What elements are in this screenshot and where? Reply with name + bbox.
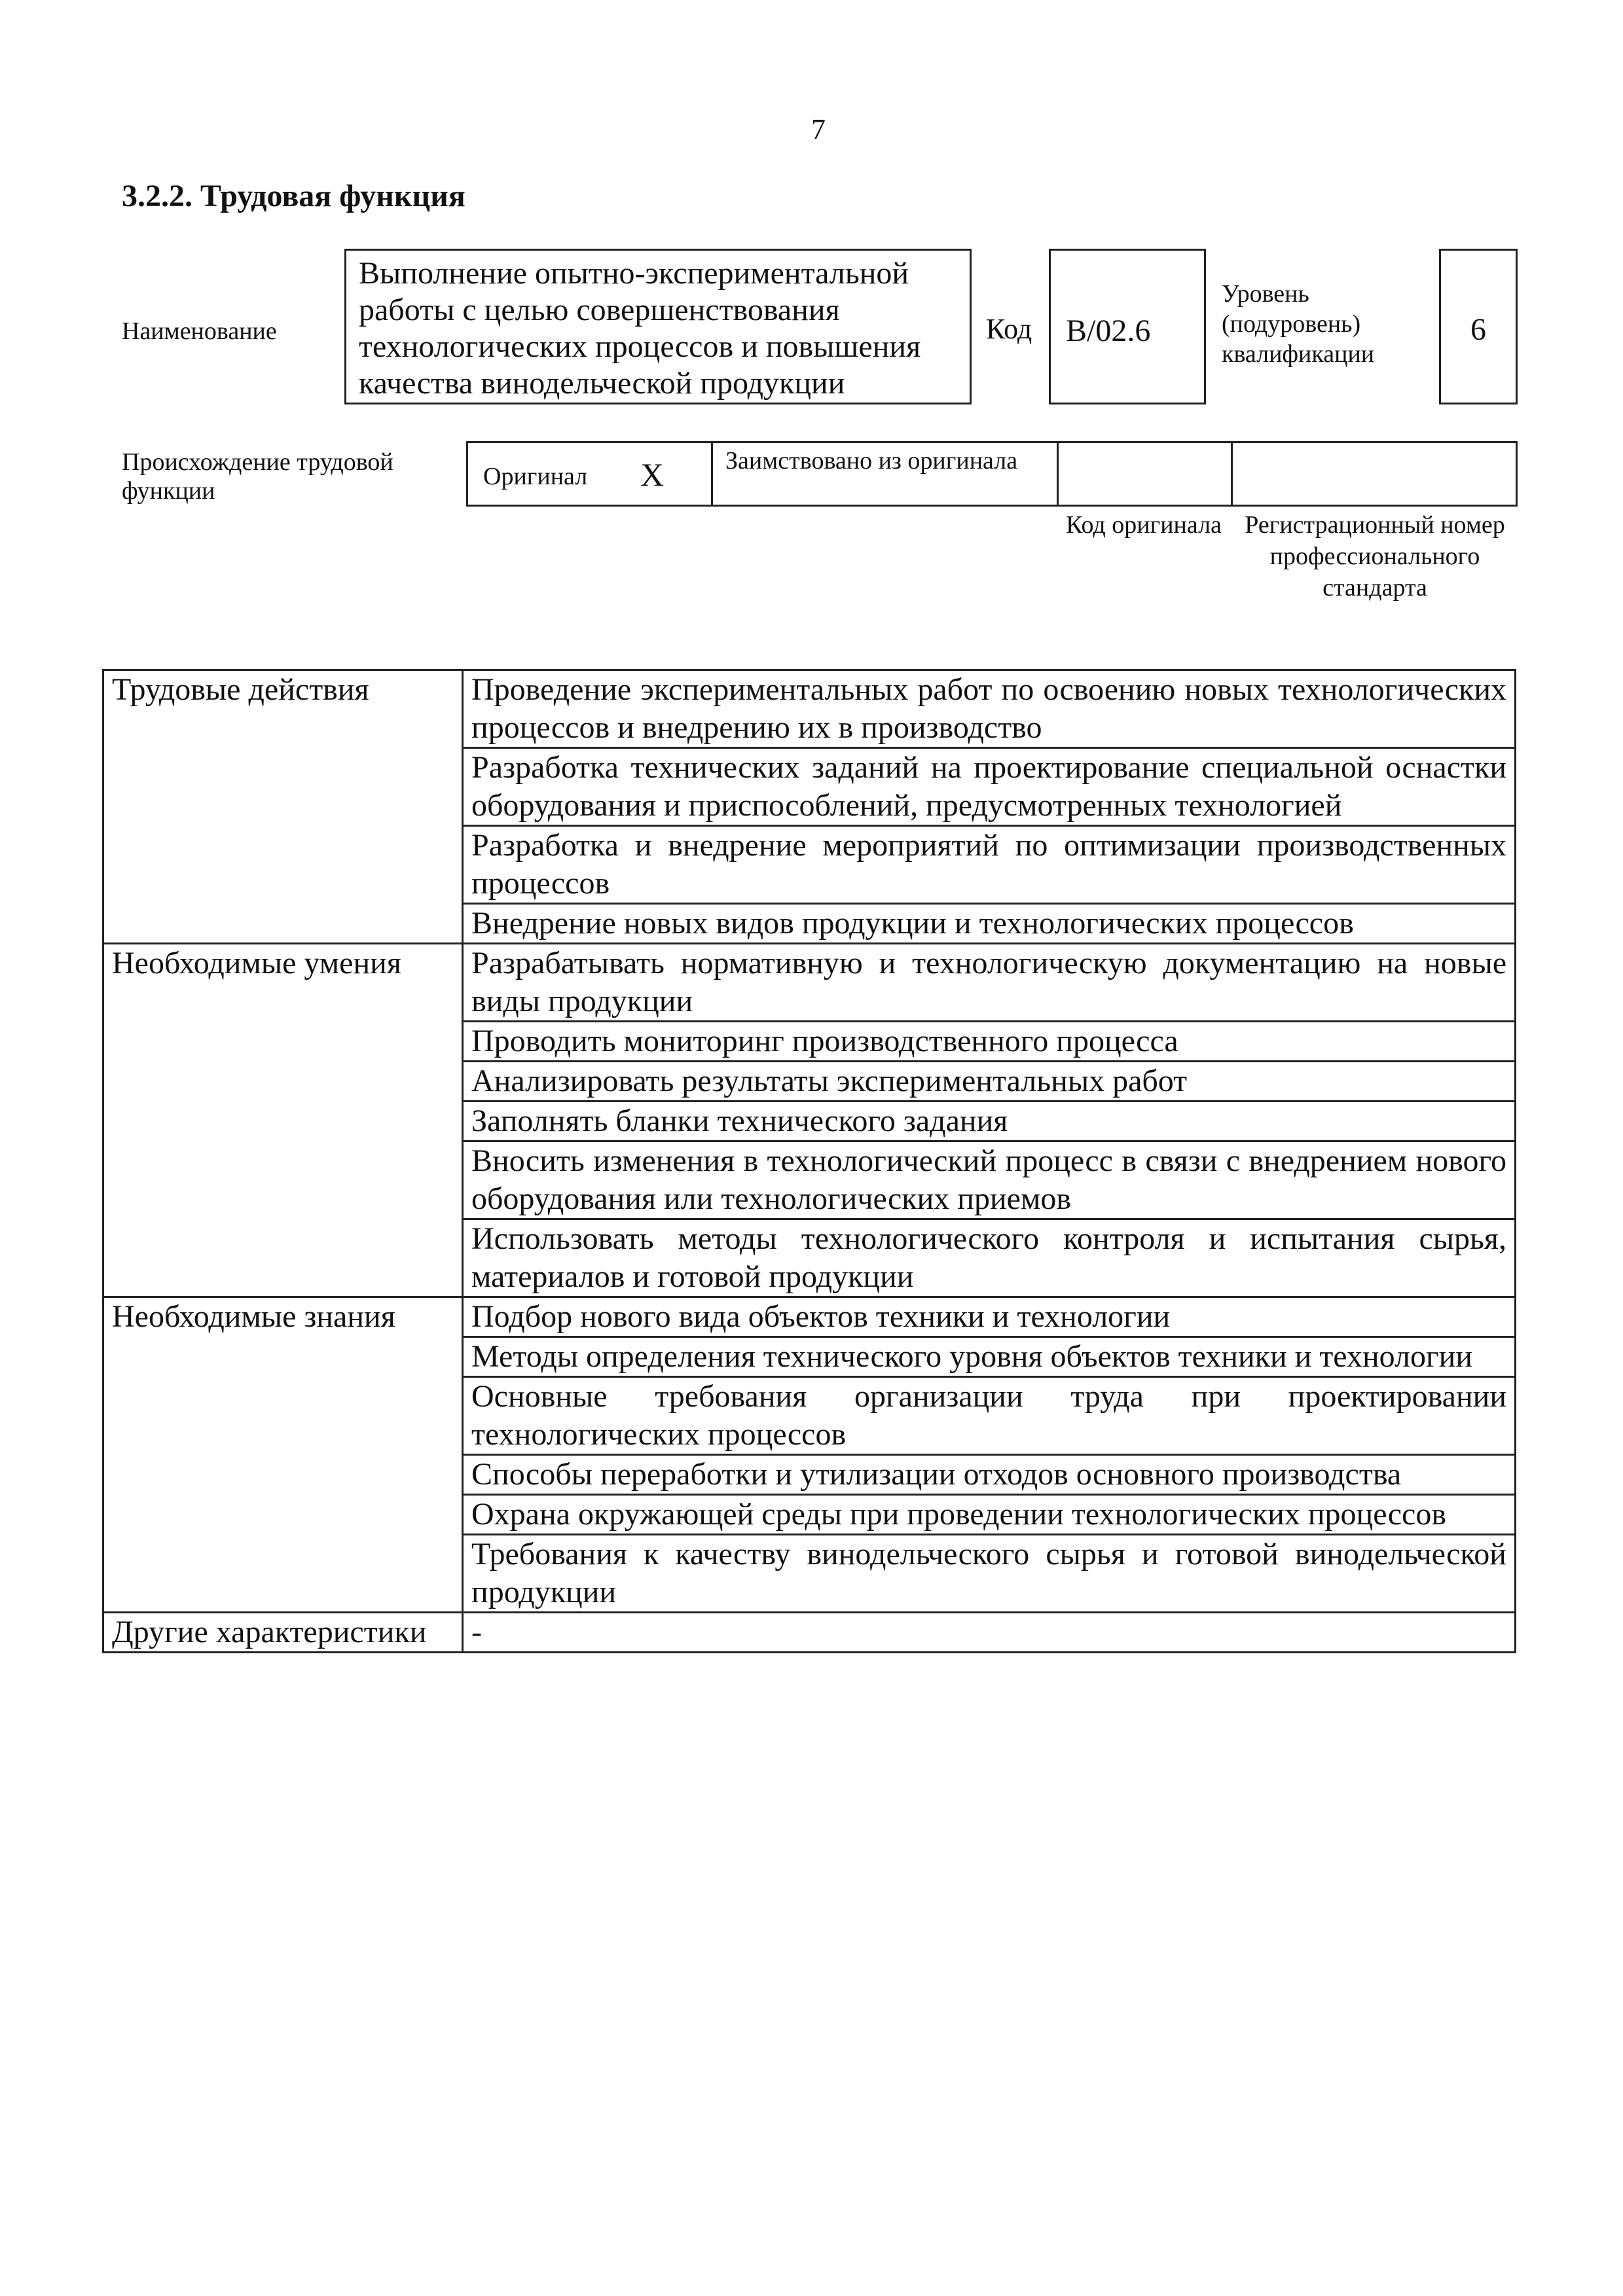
origin-borrowed-label: Заимствовано из оригинала bbox=[725, 447, 1018, 475]
table-cell: Методы определения технического уровня объектов техники и технологии bbox=[463, 1337, 1516, 1377]
table-cell: Анализировать результаты экспериментальных работ bbox=[463, 1062, 1516, 1102]
table-cell: Проводить мониторинг производственного процесса bbox=[463, 1022, 1516, 1062]
table-cell: Проведение экспериментальных работ по освоению новых технологических процессов и внедрению их в производство bbox=[463, 670, 1516, 748]
reg-number-label: Регистрационный номер профессионального стандарта bbox=[1245, 511, 1505, 601]
code-label: Код bbox=[986, 313, 1032, 345]
table-row bbox=[103, 670, 1516, 748]
table-cell: Вносить изменения в технологический процесс в связи с внедрением нового оборудования или технологических приемов bbox=[463, 1141, 1516, 1219]
origin-original-label: Оригинал bbox=[483, 463, 588, 490]
code-value: B/02.6 bbox=[1066, 314, 1151, 348]
level-label: Уровень (подуровень) квалификации bbox=[1222, 280, 1375, 368]
level-value: 6 bbox=[1470, 312, 1486, 347]
table-cell: Способы переработки и утилизации отходов основного производства bbox=[463, 1455, 1516, 1495]
table-cell: Использовать методы технологического контроля и испытания сырья, материалов и готовой продукции bbox=[463, 1219, 1516, 1297]
origin-original-mark: X bbox=[640, 456, 665, 493]
labor-function-table bbox=[102, 669, 1516, 1653]
original-code-label: Код оригинала bbox=[1066, 511, 1222, 539]
page-number: 7 bbox=[811, 113, 826, 145]
name-value: Выполнение опытно-экспериментальной работы с целью совершенствования технологических процессов и повышения качества винодельческой продукции bbox=[359, 256, 921, 401]
origin-label: Происхождение трудовой функции bbox=[122, 448, 393, 505]
table-cell: Разрабатывать нормативную и технологическую документацию на новые виды продукции bbox=[463, 944, 1516, 1022]
row-label-other: Другие характеристики bbox=[103, 1613, 463, 1653]
section-title: 3.2.2. Трудовая функция bbox=[122, 179, 465, 213]
table-cell: Требования к качеству винодельческого сырья и готовой винодельческой продукции bbox=[463, 1535, 1516, 1613]
table-cell: - bbox=[463, 1613, 1516, 1653]
table-row bbox=[103, 1297, 1516, 1337]
table-cell: Разработка технических заданий на проектирование специальной оснастки оборудования и приспособлений, предусмотренных технологией bbox=[463, 748, 1516, 826]
name-label: Наименование bbox=[122, 317, 277, 345]
table-cell: Охрана окружающей среды при проведении технологических процессов bbox=[463, 1495, 1516, 1535]
table-cell: Подбор нового вида объектов техники и технологии bbox=[463, 1297, 1516, 1337]
table-row bbox=[103, 944, 1516, 1022]
table-cell: Основные требования организации труда при проектировании технологических процессов bbox=[463, 1377, 1516, 1455]
row-label-knowledge: Необходимые знания bbox=[103, 1297, 463, 1613]
table-cell: Внедрение новых видов продукции и технологических процессов bbox=[463, 904, 1516, 944]
row-label-skills: Необходимые умения bbox=[103, 944, 463, 1297]
table-cell: Заполнять бланки технического задания bbox=[463, 1102, 1516, 1141]
row-label-actions: Трудовые действия bbox=[103, 670, 463, 944]
table-row bbox=[103, 1613, 1516, 1653]
table-cell: Разработка и внедрение мероприятий по оптимизации производственных процессов bbox=[463, 826, 1516, 904]
